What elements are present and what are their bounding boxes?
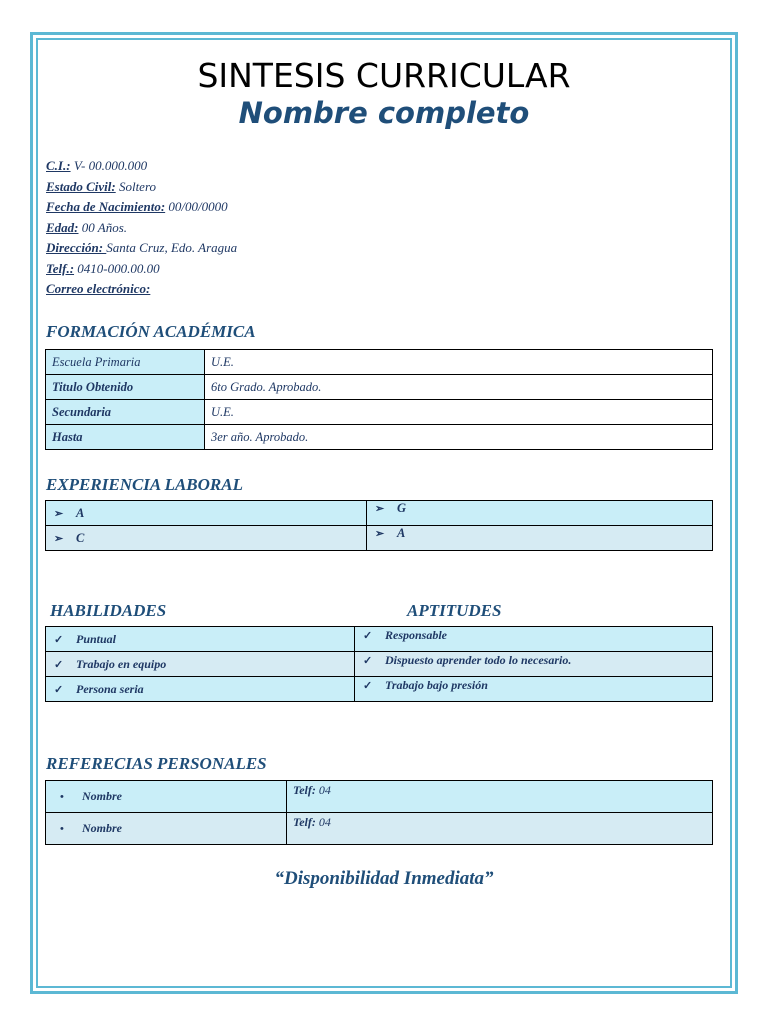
experience-heading: EXPERIENCIA LABORAL bbox=[46, 475, 243, 494]
check-icon: ✓ bbox=[54, 658, 64, 671]
table-row bbox=[46, 375, 713, 400]
document-title: SINTESIS CURRICULAR bbox=[197, 56, 571, 95]
availability-note: “Disponibilidad Inmediata” bbox=[274, 868, 494, 889]
check-icon: ✓ bbox=[54, 683, 64, 696]
education-value: U.E. bbox=[205, 400, 713, 425]
info-address: Dirección: Santa Cruz, Edo. Aragua bbox=[46, 240, 238, 255]
arrow-bullet-icon: ➢ bbox=[54, 507, 64, 520]
education-value: 6to Grado. Aprobado. bbox=[205, 375, 713, 400]
skill-item: ✓ Puntual bbox=[46, 627, 355, 652]
education-key: Titulo Obtenido bbox=[46, 375, 205, 400]
skill-item: ✓ Persona seria bbox=[46, 677, 355, 702]
skill-item: ✓ Trabajo en equipo bbox=[46, 652, 355, 677]
reference-phone: Telf: 04 bbox=[287, 781, 713, 813]
table-row bbox=[46, 677, 713, 702]
full-name: Nombre completo bbox=[238, 96, 530, 130]
check-icon: ✓ bbox=[54, 633, 64, 646]
aptitude-item: ✓ Trabajo bajo presión bbox=[355, 677, 713, 702]
personal-info bbox=[46, 156, 237, 300]
table-row bbox=[46, 781, 713, 813]
info-civil-status: Estado Civil: Soltero bbox=[46, 178, 157, 194]
education-value: 3er año. Aprobado. bbox=[205, 425, 713, 450]
bullet-icon: • bbox=[60, 791, 64, 803]
experience-item: ➢ G bbox=[367, 501, 713, 526]
table-row bbox=[46, 425, 713, 450]
education-value: U.E. bbox=[205, 350, 713, 375]
references-heading: REFERECIAS PERSONALES bbox=[46, 754, 267, 773]
info-phone: Telf.: 0410-000.00.00 bbox=[46, 260, 160, 276]
bullet-icon: • bbox=[60, 823, 64, 835]
info-ci: C.I.: V- 00.000.000 bbox=[46, 158, 148, 173]
table-row bbox=[46, 627, 713, 652]
table-row bbox=[46, 400, 713, 425]
education-key: Secundaria bbox=[46, 400, 205, 425]
education-heading: FORMACIÓN ACADÉMICA bbox=[46, 322, 256, 341]
skills-heading: HABILIDADES bbox=[50, 601, 167, 620]
arrow-bullet-icon: ➢ bbox=[54, 532, 64, 545]
check-icon: ✓ bbox=[363, 630, 373, 642]
education-key: Hasta bbox=[46, 425, 205, 450]
info-age: Edad: 00 Años. bbox=[46, 219, 128, 235]
check-icon: ✓ bbox=[363, 655, 373, 667]
experience-item: ➢ A bbox=[46, 501, 367, 526]
experience-table bbox=[45, 500, 713, 551]
education-key: Escuela Primaria bbox=[46, 350, 205, 375]
reference-name: • Nombre bbox=[46, 781, 287, 813]
reference-phone: Telf: 04 bbox=[287, 813, 713, 845]
table-row bbox=[46, 501, 713, 526]
arrow-bullet-icon: ➢ bbox=[375, 503, 385, 515]
info-email: Correo electrónico: bbox=[46, 281, 151, 296]
aptitude-item: ✓ Dispuesto aprender todo lo necesario. bbox=[355, 652, 713, 677]
table-row bbox=[46, 350, 713, 375]
aptitudes-heading: APTITUDES bbox=[407, 601, 502, 620]
aptitude-item: ✓ Responsable bbox=[355, 627, 713, 652]
table-row bbox=[46, 526, 713, 551]
arrow-bullet-icon: ➢ bbox=[375, 528, 385, 540]
check-icon: ✓ bbox=[363, 680, 373, 692]
table-row bbox=[46, 813, 713, 845]
skills-table bbox=[45, 626, 713, 702]
experience-item: ➢ C bbox=[46, 526, 367, 551]
experience-item: ➢ A bbox=[367, 526, 713, 551]
references-table bbox=[45, 780, 713, 845]
info-birth-date: Fecha de Nacimiento: 00/00/0000 bbox=[46, 199, 228, 214]
reference-name: • Nombre bbox=[46, 813, 287, 845]
education-table bbox=[45, 349, 713, 450]
table-row bbox=[46, 652, 713, 677]
